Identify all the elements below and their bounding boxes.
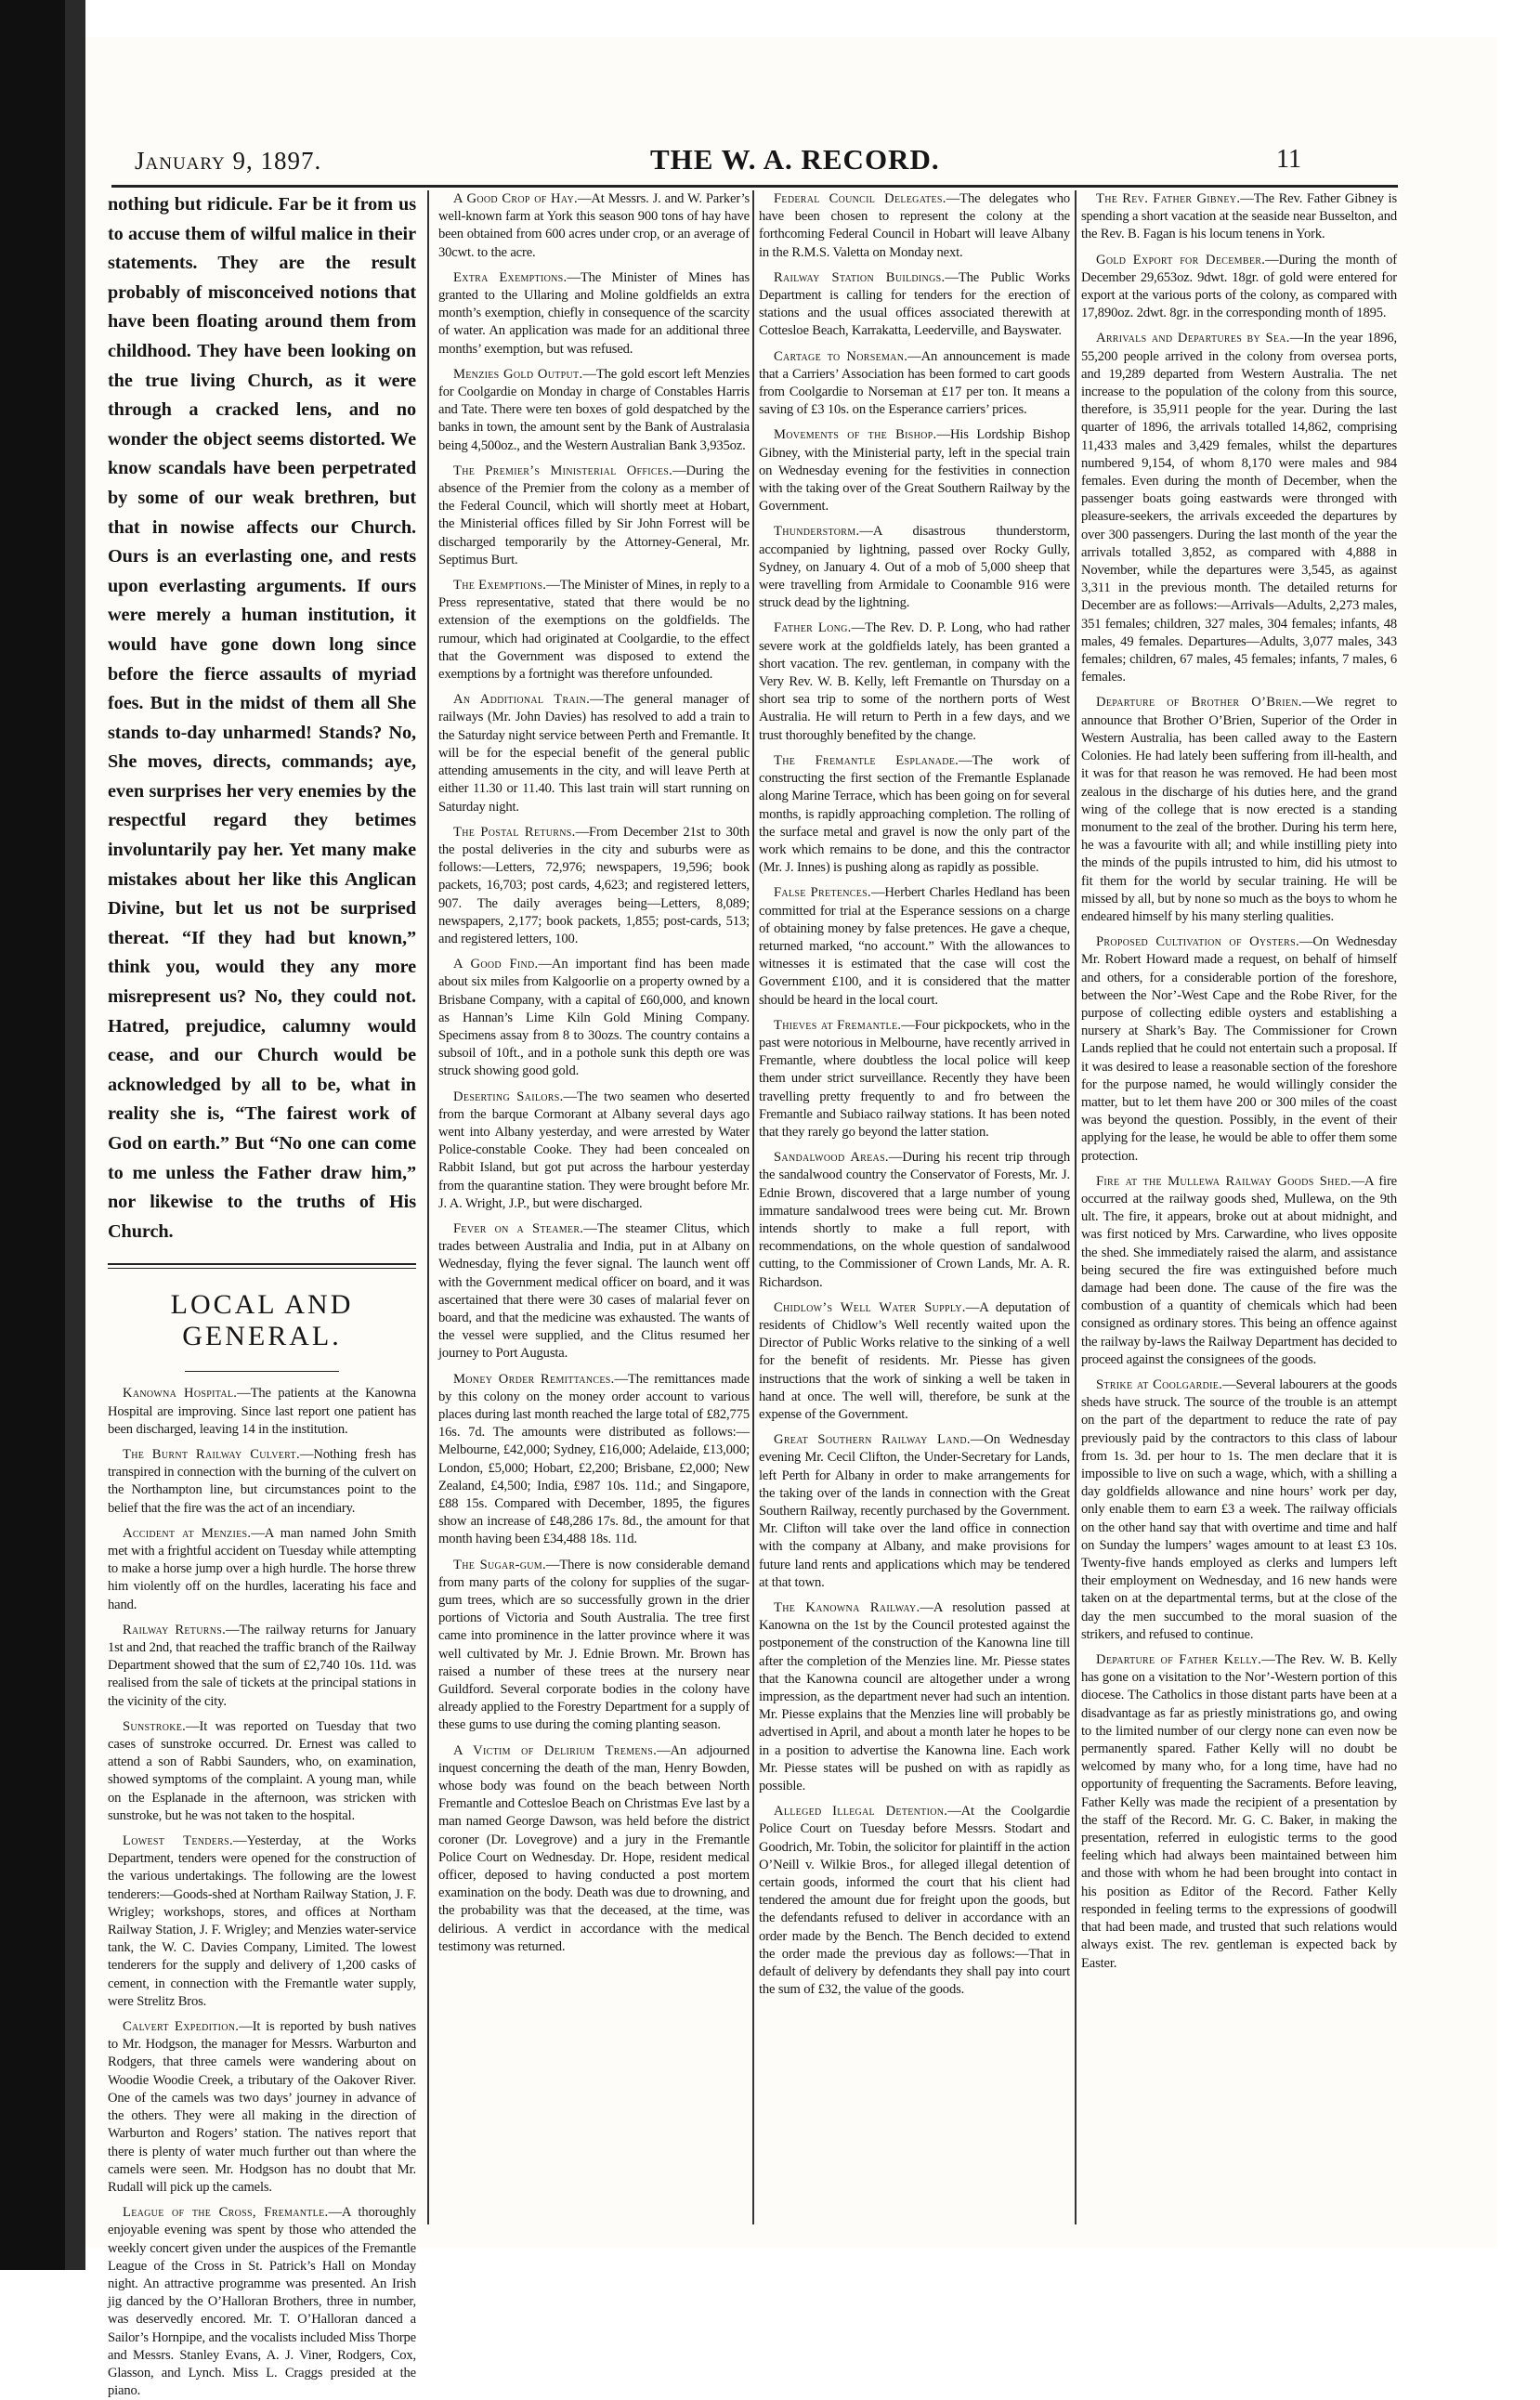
column-1: [108, 190, 416, 2399]
news-item-body: —His Lordship Bishop Gibney, with the Ministerial party, left in the special train on Wednesday evening for the festivities in connection with the taking over of the Great Southern Railway by the Government.: [759, 427, 1070, 515]
column-3: [759, 190, 1070, 2229]
news-item-heading: Kanowna Hospital.: [123, 1386, 238, 1402]
news-item-heading: Chidlow’s Well Water Supply.: [774, 1299, 966, 1315]
news-item-heading: Arrivals and Departures by Sea.: [1096, 331, 1290, 346]
column-4: [1081, 190, 1397, 2229]
news-item-body: —The steamer Clitus, which trades between Australia and India, put in at Albany on Wednesday, flying the fever signal. The launch went off with the Government medical officer on board, and it was ascertained that there were 30 cases of malarial fever on board, and that the medicine was exhausted. The wants of the vessel were supplied, and the Clitus resumed her journey to Port Augusta.: [438, 1220, 750, 1362]
news-item: [438, 190, 750, 262]
news-item-body: —The general manager of railways (Mr. John Davies) has resolved to add a train to the Saturday night service between Perth and Fremantle. It will be for the especial benefit of the general public attending amusements in the city, and will leave Perth at either 11.30 or 11.40. This last train will start running on Saturday night.: [438, 692, 750, 815]
news-item-body: —An adjourned inquest concerning the death of the man, Henry Bowden, whose body was found on the beach between North Fremantle and Cottesloe Beach on Christmas Eve last by a man named George Dawson, was held before the district coroner (Dr. Lovegrove) and a jury in the Fremantle Police Court on Wednesday. Dr. Hope, resident medical officer, deposed to having conducted a post mortem examination on the body. Death was due to drowning, and the probability was that the deceased, at the time, was delirious. A verdict in accordance with the medical testimony was returned.: [438, 1742, 750, 1954]
news-item-body: —The delegates who have been chosen to represent the colony at the forthcoming Federal Council in Hobart will leave Albany in the R.M.S. Valetta on Monday next.: [759, 191, 1070, 260]
news-item-heading: Federal Council Delegates.: [774, 191, 946, 206]
article-list: [438, 190, 750, 1956]
news-item-body: —The Minister of Mines has granted to the Ullaring and Moline goldfields an extra month’s exemption, chiefly in consequence of the scarcity of water. An application was made for an additional three months’ exemption, but was refused.: [438, 269, 750, 357]
news-item: [1081, 694, 1397, 926]
news-item-body: —The Rev. W. B. Kelly has gone on a visitation to the Nor’-Western portion of this diocese. The Catholics in those distant parts have been at a disadvantage as far as priestly ministrations go, and owing to the limited number of our clergy none can even now be permanently spared. Father Kelly will no doubt be welcomed by many who, for a long time, have had no opportunity of frequenting the Sacraments. Before leaving, Father Kelly was made the recipient of a presentation by the staff of the Record. Mr. G. C. Baker, in making the presentation, referred in eulogistic terms to the good feeling which had always been maintained between him and those with whom he had been brought into contact in his position as Editor of the Record. Father Kelly responded in feeling terms to the expressions of goodwill that had been made, and trusted that such relations would always exist. The rev. gentleman is expected back by Easter.: [1081, 1652, 1398, 1971]
news-item: [438, 1371, 750, 1549]
news-item-body: —The gold escort left Menzies for Coolgardie on Monday in charge of Constables Harris and Tate. There were ten boxes of gold despatched by the banks in town, the amount sent by the Bank of Australasia being 4,500oz., and the Western Australian Bank 3,935oz.: [438, 366, 750, 453]
news-item: [438, 366, 750, 455]
news-item-heading: A Good Crop of Hay.: [453, 191, 578, 206]
news-item-body: —A disastrous thunderstorm, accompanied by lightning, passed over Rocky Gully, Sydney, on January 4. Out of a mob of 5,000 sheep that were travelling from Armidale to Coonamble 916 were struck dead by the lightning.: [759, 524, 1070, 611]
news-item-heading: Lowest Tenders.: [123, 1833, 233, 1849]
news-item: [438, 824, 750, 948]
news-item: [438, 269, 750, 359]
news-item: [759, 884, 1070, 1009]
news-item: [1081, 1376, 1397, 1644]
news-item: [1081, 933, 1397, 1166]
news-item: [438, 1089, 750, 1213]
column-2: [438, 190, 750, 2229]
news-item-heading: The Kanowna Railway.: [774, 1600, 920, 1616]
news-item-body: —It was reported on Tuesday that two cases of sunstroke occurred. Dr. Ernest was called to attend a son of Rabbi Saunders, who, on examination, showed symptoms of the complaint. A young man, while on the Esplanade in the afternoon, was stricken with sunstroke, but he was not taken to the hospital.: [108, 1718, 416, 1823]
news-item-heading: Extra Exemptions.: [453, 269, 568, 285]
news-item-body: —At Messrs. J. and W. Parker’s well-known farm at York this season 900 tons of hay have been obtained from 600 acres under crop, or an average of 30cwt. to the acre.: [438, 191, 750, 260]
news-item-heading: Alleged Illegal Detention.: [774, 1804, 948, 1820]
news-item-heading: Money Order Remittances.: [453, 1371, 615, 1387]
news-item-heading: Proposed Cultivation of Oysters.: [1096, 934, 1299, 950]
news-item-body: —During the absence of the Premier from the colony as a member of the Federal Council, which will shortly meet at Hobart, the Ministerial offices filled by Sir John Forrest will be discharged temporarily by the Attorney-General, Mr. Septimus Burt.: [438, 463, 750, 567]
news-item: [108, 2018, 416, 2197]
news-item-body: —A resolution passed at Kanowna on the 1st by the Council protested against the postponement of the construction of the Kanowna line till after the completion of the Menzies line. Mr. Piesse states that the Kanowna council are altogether under a wrong impression, as the department never had such an intention. Mr. Piesse explains that the Menzies line will probably be advertised in April, and about a month later he hopes to be in a position to advertise the Kanowna line. Each work Mr. Piesse states will be pushed on with as rapidly as possible.: [759, 1600, 1070, 1794]
header-rule: [111, 185, 1398, 188]
column-divider: [752, 190, 754, 2224]
section-rule: [108, 1268, 416, 1269]
news-item-heading: The Exemptions.: [453, 578, 547, 593]
news-item-body: —A thoroughly enjoyable evening was spent by those who attended the weekly concert given under the auspices of the Fremantle League of the Cross in St. Patrick’s Hall on Monday night. An attractive programme was presented. An Irish jig danced by the O’Halloran Brothers, three in number, was deservedly encored. Mr. T. O’Halloran danced a Sailor’s Hornpipe, and the vocalists included Miss Thorpe and Messrs. Stanley Evans, A. J. Viner, Rodgers, Cox, Glasson, and Lynch. Miss L. Craggs presided at the piano.: [108, 2205, 416, 2399]
news-item-heading: The Premier’s Ministerial Offices.: [453, 463, 673, 478]
news-item: [438, 1742, 750, 1956]
news-item: [759, 1017, 1070, 1141]
news-item-body: —On Wednesday evening Mr. Cecil Clifton, the Under-Secretary for Lands, left Perth for Albany in order to make arrangements for the taking over of the lands in connection with the Great Southern Railway, recently purchased by the Government. Mr. Clifton will take over the land office in connection with the company at Albany, and make provisions for future land rents and applications which may be tendered at that town.: [759, 1432, 1070, 1590]
section-rule: [108, 1263, 416, 1265]
section-title: LOCAL AND GENERAL.: [170, 1289, 354, 1352]
news-item-body: —Four pickpockets, who in the past were notorious in Melbourne, have recently arrived in Fremantle, where doubtless the local police will keep them under strict surveillance. Recently they have been travelling pretty frequently to and fro between the Fremantle and Subiaco railway stations. It has been noted that they rarely go beyond the latter station.: [759, 1017, 1070, 1140]
news-item-body: —Several labourers at the goods sheds have struck. The source of the trouble is an attempt on the part of the department to reduce the rate of pay previously paid by the contractors to this class of labour from 1s. 3d. per hour to 1s. The men declare that it is impossible to live on such a wage, which, with a shilling a day goldfields allowance and nine hours’ work per day, only enable them to earn £3 a week. The railway officials on the other hand say that with overtime and time and half on Sunday the lumpers’ wages amount to at least £3 10s. Twenty-five hands employed as clerks and lumpers left their employment on Wednesday, and 16 new hands were taken on at the departmental terms, but at the close of the day the men succumbed to the moral suasion of the strikers, and refused to continue.: [1081, 1377, 1397, 1642]
news-item-body: —A deputation of residents of Chidlow’s Well recently waited upon the Director of Public Works relative to the sinking of a well for the benefit of residents. Mr. Piesse has given instructions that the work of sinking a well be taken in hand at once. The well will, therefore, be sunk at the expense of the Government.: [759, 1299, 1071, 1422]
news-item: [1081, 252, 1397, 323]
section-rule: [185, 1371, 339, 1372]
news-item-body: —During the month of December 29,653oz. 9dwt. 18gr. of gold were entered for export at the various ports of the colony, as compared with 17,890oz. 2dwt. 8gr. in the corresponding month of 1895.: [1081, 252, 1397, 321]
news-item-heading: A Victim of Delirium Tremens.: [453, 1742, 658, 1758]
news-item-heading: League of the Cross, Fremantle.: [123, 2205, 329, 2221]
masthead-title: THE W. A. RECORD.: [650, 143, 940, 176]
issue-date: January 9, 1897.: [135, 147, 322, 175]
news-item-body: —The Public Works Department is calling for tenders for the erection of stations and the usual offices associated therewith at Cottesloe Beach, Karrakatta, Leederville, and Bayswater.: [759, 269, 1070, 339]
page-number: 11: [1276, 145, 1301, 174]
news-item-heading: Fire at the Mullewa Railway Goods Shed.: [1096, 1173, 1351, 1189]
news-item-heading: Great Southern Railway Land.: [774, 1432, 971, 1448]
news-item: [759, 752, 1070, 877]
article-list: [108, 1385, 416, 2400]
news-item-body: —The patients at the Kanowna Hospital are improving. Since last report one patient has been discharged, leaving 14 in the institution.: [108, 1386, 416, 1437]
news-item-heading: Strike at Coolgardie.: [1096, 1377, 1223, 1392]
news-item-body: —A man named John Smith met with a frightful accident on Tuesday while attempting to make a horse jump over a high hurdle. The horse threw him violently off on the hurdles, lacerating his face and hand.: [108, 1525, 416, 1612]
news-item-body: —We regret to announce that Brother O’Brien, Superior of the Order in Western Australia, has been called away to the Eastern Colonies. He had lately been suffering from ill-health, and it was for that reason he was removed. He had been most zealous in the discharge of his duties here, and the grand wing of the college that is now erected is a standing monument to the zeal of the brother. During his term here, he was a favourite with all; and while instilling piety into the minds of the pupils intrusted to him, did his utmost to fit them for the world by secular training. He will be missed by all, but by none so much as the boys to whom he endeared himself by his many sterling qualities.: [1081, 695, 1398, 924]
news-item-body: —The work of constructing the first section of the Fremantle Esplanade along Marine Terrace, which has been going on for several months, is rapidly approaching completion. The rolling of the surface metal and gravel is now the only part of the work which remains to be done, and this the contractor (Mr. J. Innes) is pushing along as rapidly as possible.: [759, 752, 1070, 876]
news-item-heading: The Fremantle Esplanade.: [774, 752, 959, 768]
news-item-body: —The Rev. Father Gibney is spending a short vacation at the seaside near Busselton, and the Rev. B. Fagan is his locum tenens in York.: [1081, 191, 1397, 242]
news-item-body: —A fire occurred at the railway goods shed, Mullewa, on the 9th ult. The fire, it appears, broke out at about midnight, and was first noticed by Mrs. Carwardine, who lives opposite the shed. She immediately raised the alarm, and assistance being secured the fire was extinguished before much damage had been done. The cause of the fire was the combustion of a quantity of chemicals which had been consigned as ordinary stores. This being an offence against the railway by-laws the Railway Department has decided to proceed against the consignees of the goods.: [1081, 1173, 1397, 1367]
news-item-heading: Gold Export for December.: [1096, 252, 1266, 267]
news-item: [108, 1446, 416, 1518]
news-item: [438, 956, 750, 1080]
news-item: [759, 269, 1070, 341]
article-list: [759, 190, 1070, 2000]
news-item-body: —The railway returns for January 1st and 2nd, that reached the traffic branch of the Railway Department showed that the sum of £2,740 10s. 11d. was realised from the sale of tickets at the principal stations in the vicinity of the city.: [108, 1622, 416, 1709]
news-item: [759, 348, 1070, 420]
news-item: [108, 1525, 416, 1614]
scan-border: [0, 0, 85, 2270]
news-item: [759, 1599, 1070, 1795]
news-item-heading: Fever on a Steamer.: [453, 1220, 584, 1236]
news-item-body: —The Minister of Mines, in reply to a Press representative, stated that there would be no extension of the exemptions on the goldfields. The rumour, which had originated at Coolgardie, to the effect that the Government was disposed to extend the exemptions by a fortnight was therefore unfounded.: [438, 578, 750, 683]
news-item-heading: False Pretences.: [774, 885, 871, 901]
news-item-body: —The two seamen who deserted from the barque Cormorant at Albany several days ago went into Albany yesterday, and were arrested by Water Police-constable Cooke. They had been concealed on Rabbit Island, but got put across the harbour yesterday from the quarantine station. They were brought before Mr. J. A. Wright, J.P., but were discharged.: [438, 1089, 750, 1211]
news-item-heading: The Postal Returns.: [453, 824, 576, 840]
news-item: [1081, 1173, 1397, 1369]
news-item-body: —An announcement is made that a Carriers’ Association has been formed to cart goods from Coolgardie to Norseman at £17 per ton. It means a saving of £3 10s. on the Esperance carriers’ prices.: [759, 348, 1070, 418]
news-item-body: —An important find has been made about six miles from Kalgoorlie on a property owned by a Brisbane Company, with a capital of £60,000, and known as Hannan’s Lime Kiln Gold Mining Company. Specimens assay from 8 to 30ozs. The country contains a subsoil of 10ft., and in a pothole sunk this depth ore was struck showing good gold.: [438, 957, 750, 1079]
news-item-heading: The Sugar-gum.: [453, 1557, 546, 1572]
news-item: [759, 1803, 1070, 1999]
editorial-continuation: nothing but ridicule. Far be it from us to accuse them of wilful malice in their statements. They are the result probably of misconceived notions that have been floating around them from childhood. They have been looking on the true living Church, as it were through a cracked lens, and no wonder the object seems distorted. We know scandals have been perpetrated by some of our weak brethren, but that in nowise affects our Church. Ours is an everlasting one, and rests upon everlasting arguments. If ours were merely a human institution, it would have gone down long since before the fierce assaults of myriad foes. But in the midst of them all She stands to-day unharmed! Stands? No, She moves, directs, commands; aye, even surprises her very enemies by the respectful regard they betimes involuntarily pay her. Yet many make mistakes about her like this Anglican Divine, but let us not be surprised thereat. “If they had but known,” think you, would they any more misrepresent us? No, they could not. Hatred, prejudice, calumny would cease, and our Church would be acknowledged by all to be, what in reality she is, “The fairest work of God on earth.” But “No one can come to me unless the Father draw him,” nor likewise to the truths of His Church.: [108, 194, 416, 1242]
news-item: [759, 523, 1070, 612]
news-item-heading: Sandalwood Areas.: [774, 1150, 889, 1166]
news-item-body: —Yesterday, at the Works Department, tenders were opened for the construction of the various undertakings. The following are the lowest tenderers:—Goods-shed at Northam Railway Station, J. F. Wrigley; workshops, stores, and offices at Northam Railway Station, J. F. Wrigley; and Menzies water-service tank, the W. C. Davies Company, Limited. The lowest tenderers for the supply and delivery of 1,200 casks of cement, in connection with the Fremantle water supply, were Strelitz Bros.: [108, 1833, 416, 2009]
news-item-heading: Accident at Menzies.: [123, 1525, 252, 1541]
news-item-heading: The Burnt Railway Culvert.: [123, 1446, 300, 1462]
news-item-heading: Departure of Brother O’Brien.: [1096, 695, 1302, 711]
news-item-heading: Sunstroke.: [123, 1718, 187, 1734]
news-item-heading: Menzies Gold Output.: [453, 366, 583, 382]
news-item: [759, 1149, 1070, 1292]
news-item-heading: Thieves at Fremantle.: [774, 1017, 902, 1033]
news-item: [1081, 190, 1397, 244]
news-item-heading: A Good Find.: [453, 957, 539, 972]
news-item: [759, 190, 1070, 262]
news-item: [108, 1718, 416, 1825]
news-item-body: —During his recent trip through the sandalwood country the Conservator of Forests, Mr. J. Ednie Brown, discovered that a large number of young immature sandalwood trees were being cut. Mr. Brown intends shortly to make a full report, with recommendations, on the whole question of sandalwood cutting, to the Commissioner of Crown Lands, Mr. A. R. Richardson.: [759, 1150, 1070, 1290]
news-item-body: —Herbert Charles Hedland has been committed for trial at the Esperance sessions on a charge of obtaining money by false pretences. He gave a cheque, returned marked, “no account.” With the allowances to witnesses it is estimated that the case will cost the Government £100, and it is considered that the matter should be heard in the local court.: [759, 885, 1071, 1008]
column-divider: [1075, 190, 1077, 2224]
news-item-heading: Thunderstorm.: [774, 524, 860, 540]
news-item-body: —The Rev. D. P. Long, who had rather severe work at the goldfields lately, has been granted a short vacation. The rev. gentleman, in company with the Very Rev. W. B. Kelly, left Fremantle on Thursday on a short sea trip to some of the northern ports of West Australia. He will return to Perth in a few days, and we trust thoroughly benefited by the change.: [759, 620, 1070, 743]
news-item-heading: The Rev. Father Gibney.: [1096, 191, 1241, 206]
news-item: [759, 426, 1070, 515]
news-item-heading: Railway Returns.: [123, 1622, 227, 1637]
news-item-body: —At the Coolgardie Police Court on Tuesday before Messrs. Stodart and Goodrich, Mr. Tobin, the solicitor for plaintiff in the action O’Neill v. Wilkie Bros., for alleged illegal detention of certain goods, informed the court that his client had tendered the amount due for freight upon the goods, but the defendants refused to deliver in accordance with an order made by the Bench. The Bench decided to extend the order made the previous day as follows:—That in default of delivery by defendants they shall pay into court the sum of £32, the value of the goods.: [759, 1804, 1070, 1998]
news-item: [759, 1299, 1070, 1424]
article-list: [1081, 190, 1397, 1973]
news-item-heading: Calvert Expedition.: [123, 2019, 240, 2035]
news-item-body: —There is now considerable demand from many parts of the colony for supplies of the sugar-gum trees, which are so successfully grown in the drier portions of Victoria and South Australia. The tree first came into prominence in the latter province where it was well cultivated by Mr. J. Ednie Brown. Mr. Brown has raised a number of these trees at the nursery near Guildford. Several corporate bodies in the colony have already applied to the Forestry Department for a supply of these gums to use during the coming planting season.: [438, 1557, 750, 1733]
news-item-heading: An Additional Train.: [453, 692, 591, 708]
news-item-heading: Railway Station Buildings.: [774, 269, 946, 285]
news-item: [108, 1385, 416, 1439]
news-item-heading: Movements of the Bishop.: [774, 427, 937, 443]
column-divider: [427, 190, 429, 2224]
news-item-body: —In the year 1896, 55,200 people arrived in the colony from oversea ports, and 19,289 departed from Western Australia. The net increase to the population of the colony from this source, therefore, is 35,911 people for the year. During the last quarter of 1896, the arrivals totalled 14,862, comprising 11,433 males and 3,429 females, whilst the departures numbered 9,154, of whom 8,170 were males and 984 females. Even during the month of December, when the passenger boats going eastwards were thronged with pleasure-seekers, the arrivals exceeded the departures by over 300 passengers. During the last month of the year the arrivals totalled 3,852, as compared with 4,888 in November, while the departures were 3,545, as against 3,311 in the previous month. The detailed returns for December are as follows:—Arrivals—Adults, 2,273 males, 351 females; children, 327 males, 304 females; infants, 48 males, 49 females. Departures—Adults, 3,077 males, 343 females; children, 67 males, 45 females; infants, 7 males, 6 females.: [1081, 331, 1397, 685]
news-item-heading: Cartage to Norseman.: [774, 348, 908, 364]
news-item-body: —On Wednesday Mr. Robert Howard made a request, on behalf of himself and others, for a considerable portion of the foreshore, between the Nor’-West Cape and the Robe River, for the purpose of collecting edible oysters and establishing a nursery at Shark’s Bay. The Commissioner for Crown Lands replied that he could not entertain such a proposal. If it was desired to lease a reasonable section of the foreshore for the purpose named, he would willingly consider the matter, but to let them have 200 or 300 miles of the coast was beyond the question. Possibly, in the event of their applying for the lease, he would be able to offer them some protection.: [1081, 934, 1397, 1164]
news-item: [438, 463, 750, 569]
news-item-body: —Nothing fresh has transpired in connection with the burning of the culvert on the Northampton line, but circumstances point to the belief that the fire was the act of an incendiary.: [108, 1446, 416, 1516]
news-item-body: —It is reported by bush natives to Mr. Hodgson, the manager for Messrs. Warburton and Rodgers, that three camels were wandering about on Woodie Woodie Creek, a tributary of the Oakover River. One of the camels was two days’ journey in advance of the others. They were all making in the direction of Warburton and Rogers’ station. The natives report that there is plenty of water much further out than where the camels were seen. Mr. Hodgson has no doubt that Mr. Rudall will pick up the camels.: [108, 2019, 416, 2195]
news-item: [438, 1220, 750, 1363]
news-item: [438, 691, 750, 815]
news-item: [108, 1833, 416, 2011]
news-item-body: —The remittances made by this colony on the money order account to various places during last month reached the large total of £82,775 16s. 7d. The amounts were distributed as follows:—Melbourne, £42,000; Sydney, £16,000; Adelaide, £13,000; London, £5,000; Hobart, £2,200; Brisbane, £2,000; New Zealand, £4,500; India, £987 10s. 11d.; and Singapore, £88 15s. Compared with December, 1895, the figures show an increase of £48,286 17s. 8d., the amount for that month having been £34,488 18s. 11d.: [438, 1371, 750, 1547]
news-item: [759, 1431, 1070, 1592]
news-item: [1081, 330, 1397, 686]
news-item: [108, 1622, 416, 1711]
news-item: [438, 1557, 750, 1735]
news-item-heading: Departure of Father Kelly.: [1096, 1652, 1262, 1668]
news-item-heading: Deserting Sailors.: [453, 1089, 564, 1104]
news-item-heading: Father Long.: [774, 620, 852, 636]
news-item: [438, 577, 750, 684]
news-item: [1081, 1651, 1397, 1973]
news-item: [759, 620, 1070, 744]
news-item: [108, 2204, 416, 2400]
news-item-body: —From December 21st to 30th the postal deliveries in the city and suburbs were as follows:—Letters, 72,976; newspapers, 19,596; book packets, 16,703; post cards, 4,623; and registered letters, 907. The daily averages being—Letters, 8,089; newspapers, 2,177; book packets, 1,855; post-cards, 513; and registered letters, 100.: [438, 824, 750, 946]
